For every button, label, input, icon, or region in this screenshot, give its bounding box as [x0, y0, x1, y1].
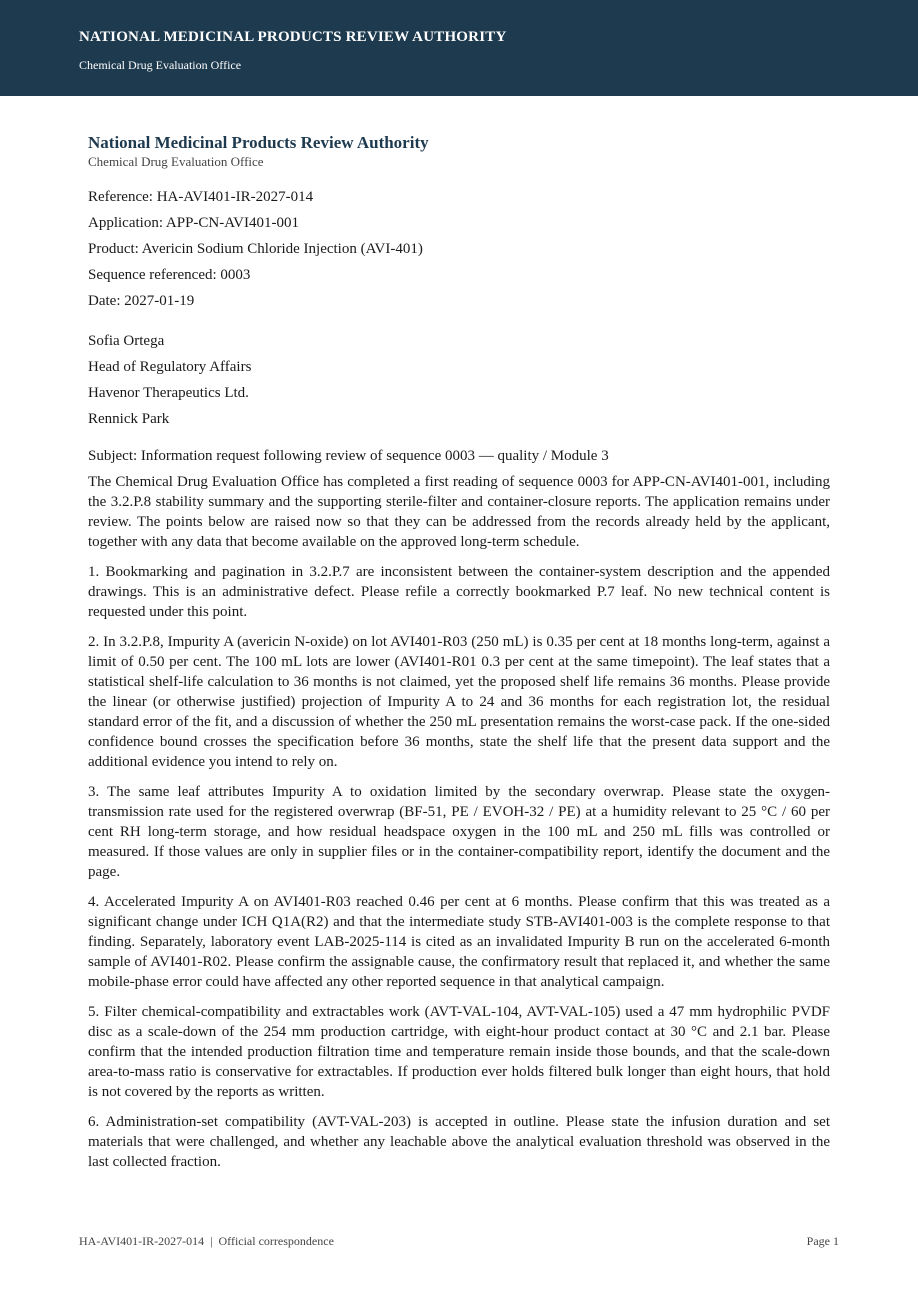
- meta-block: [88, 184, 830, 314]
- subject-line: Subject: Information request following review of sequence 0003 — quality / Module 3: [88, 448, 609, 464]
- meta-reference: Reference: HA-AVI401-IR-2027-014: [88, 189, 314, 205]
- page-footer: [79, 1234, 839, 1249]
- meta-product: Product: Avericin Sodium Chloride Injection (AVI-401): [88, 241, 423, 257]
- header-subtitle: Chemical Drug Evaluation Office: [79, 58, 242, 72]
- point-5-paragraph: 5. Filter chemical-compatibility and extractables work (AVT-VAL-104, AVT-VAL-105) used a 47 mm hydrophilic PVDF disc as a scale-down of the 254 mm production cartridge, with eight-hour product contact at 30 °C and 2.1 bar. Please confirm that the intended production filtration time and temperature remain inside those bounds, and that the scale-down area-to-mass ratio is conservative for extractables. If production ever holds filtered bulk longer than eight hours, that hold is not covered by the reports as written.: [88, 1004, 830, 1100]
- footer-reference: HA-AVI401-IR-2027-014 | Official correspondence: [79, 1234, 334, 1248]
- meta-date: Date: 2027-01-19: [88, 293, 195, 309]
- letter-body: [88, 132, 830, 1182]
- letterhead-org-sub: Chemical Drug Evaluation Office: [88, 154, 264, 169]
- meta-application: Application: APP-CN-AVI401-001: [88, 215, 299, 231]
- letterhead-org-name: National Medicinal Products Review Authority: [88, 133, 429, 152]
- point-6-paragraph: 6. Administration-set compatibility (AVT-VAL-203) is accepted in outline. Please state the infusion duration and set materials that were challenged, and whether any leachable above the analytical evaluation threshold was observed in the last collected fraction.: [88, 1114, 830, 1170]
- point-2-paragraph: 2. In 3.2.P.8, Impurity A (avericin N-oxide) on lot AVI401-R03 (250 mL) is 0.35 per cent at 18 months long-term, against a limit of 0.50 per cent. The 100 mL lots are lower (AVI401-R01 0.3 per cent at the same timepoint). The leaf states that a statistical shelf-life calculation to 36 months is not claimed, yet the proposed shelf life remains 36 months. Please provide the linear (or otherwise justified) projection of Impurity A to 24 and 36 months for each registration lot, the residual standard error of the fit, and a discussion of whether the 250 mL presentation remains the worst-case pack. If the one-sided confidence bound crosses the specification before 36 months, state the shelf life that the present data support and the additional evidence you intend to rely on.: [88, 634, 830, 770]
- page-number: Page 1: [806, 1234, 839, 1248]
- point-1-paragraph: 1. Bookmarking and pagination in 3.2.P.7 are inconsistent between the container-system description and the appended drawings. This is an administrative defect. Please refile a correctly bookmarked P.7 leaf. No new technical content is requested under this point.: [88, 564, 830, 620]
- addressee-block: [88, 328, 830, 432]
- addressee-role: Head of Regulatory Affairs: [88, 359, 252, 375]
- header-title: NATIONAL MEDICINAL PRODUCTS REVIEW AUTHORITY: [79, 29, 507, 45]
- point-3-paragraph: 3. The same leaf attributes Impurity A to oxidation limited by the secondary overwrap. Please state the oxygen-transmission rate used for the registered overwrap (BF-51, PE / EVOH-32 / PE) at a humidity relevant to 25 °C / 60 per cent RH long-term storage, and how residual headspace oxygen in the 100 mL and 250 mL fills was controlled or measured. If those values are only in supplier files or in the container-compatibility report, identify the document and the page.: [88, 784, 830, 880]
- addressee-company: Havenor Therapeutics Ltd.: [88, 385, 249, 401]
- intro-paragraph: The Chemical Drug Evaluation Office has completed a first reading of sequence 0003 for APP-CN-AVI401-001, including the 3.2.P.8 stability summary and the supporting sterile-filter and container-closure reports. The application remains under review. The points below are raised now so that they can be addressed from the records already held by the applicant, together with any data that become available on the approved long-term schedule.: [88, 474, 830, 550]
- addressee-location: Rennick Park: [88, 411, 170, 427]
- point-4-paragraph: 4. Accelerated Impurity A on AVI401-R03 reached 0.46 per cent at 6 months. Please confirm that this was treated as a significant change under ICH Q1A(R2) and that the intermediate study STB-AVI401-003 is the complete response to that finding. Separately, laboratory event LAB-2025-114 is cited as an invalidated Impurity B run on the accelerated 6-month sample of AVI401-R02. Please confirm the assignable cause, the confirmatory result that replaced it, and whether the same mobile-phase error could have affected any other reported sequence in that analytical campaign.: [88, 894, 830, 990]
- meta-sequence: Sequence referenced: 0003: [88, 267, 251, 283]
- header-banner: [0, 0, 918, 96]
- addressee-name: Sofia Ortega: [88, 333, 165, 349]
